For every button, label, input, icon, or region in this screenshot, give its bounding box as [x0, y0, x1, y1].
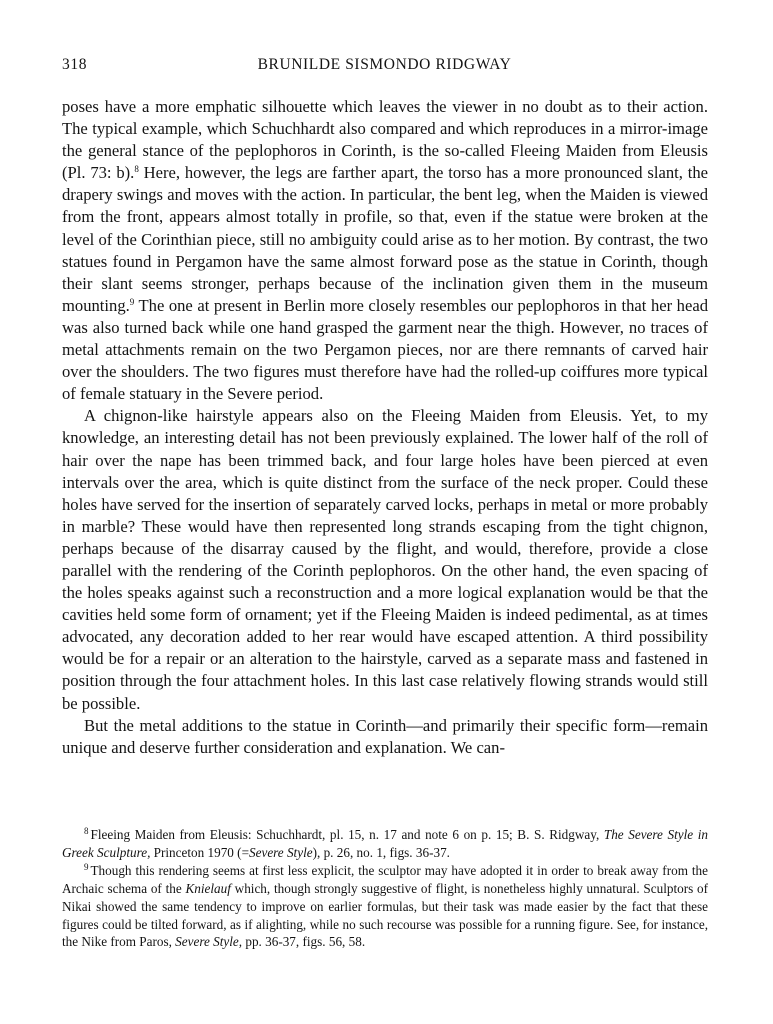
footnote-9-mark: 9	[84, 861, 89, 872]
paragraph-1-part-3: The one at present in Berlin more closely resembles our peplophoros in that her head was also turned back while one hand grasped the garment near the thigh. However, no traces of metal attachments remain on the two Pergamon pieces, nor are there remnants of carved hair over the shoulders. The two figures must therefore have had the rolled-up coiffures more typical of female statuary in the Severe period.	[62, 295, 708, 404]
footnote-ref-8[interactable]: 8	[134, 164, 139, 175]
paragraph-3: But the metal additions to the statue in Corinth—and primarily their specific form—remain unique and deserve further consideration and explanation. We can-	[62, 715, 708, 757]
footnote-9	[62, 862, 708, 952]
footnote-8-abbreviation: Severe Style	[249, 844, 313, 860]
footnote-ref-9[interactable]: 9	[129, 296, 135, 307]
footnote-9-abbreviation: Severe Style,	[175, 934, 243, 950]
footnote-9-text-c: pp. 36-37, figs. 56, 58.	[242, 934, 366, 950]
paragraph-1	[62, 96, 708, 405]
footnote-9-text-b: which, though strongly suggestive of flight, is nonetheless highly unnatural. Sculptors of Nikai showed the same tendency to improve on earlier formulas, but their task was made easier by the fact that these figures could be tilted forward, as if alighting, while no such recourse was possible for a running figure. See, for instance, the Nike from Paros,	[62, 880, 709, 950]
paragraph-1-part-1: poses have a more emphatic silhouette which leaves the viewer in no doubt as to their action. The typical example, which Schuchhardt also compared and which reproduces in a mirror-image the general stance of the peplophoros in Corinth, is the so-called Fleeing Maiden from Eleusis (Pl. 73: b).	[62, 97, 708, 183]
page-number: 318	[62, 56, 88, 73]
footnote-8-text-c: ), p. 26, no. 1, figs. 36-37.	[312, 844, 450, 860]
footnote-8-mark: 8	[84, 826, 89, 836]
footnote-8	[62, 826, 708, 862]
footnote-8-book-title: The Severe Style in Greek Sculpture,	[62, 827, 708, 860]
running-header	[62, 56, 707, 78]
running-head-author: BRUNILDE SISMONDO RIDGWAY	[257, 56, 512, 73]
footnote-9-term: Knielauf	[185, 880, 231, 896]
paragraph-1-part-2: Here, however, the legs are farther apart, the torso has a more pronounced slant, the drapery swings and moves with the action. In particular, the bent leg, when the Maiden is viewed from the front, appears almost totally in profile, so that, even if the statue were broken at the level of the Corinthian piece, still no ambiguity could arise as to her motion. By contrast, the two statues found in Pergamon have the same almost forward pose as the statue in Corinth, though their slant seems stronger, perhaps because of the inclination given them in the museum mounting.	[62, 163, 708, 315]
footnote-8-text-b: Princeton 1970 (=	[150, 844, 250, 860]
footnotes	[62, 826, 708, 951]
footnote-9-text-a: Though this rendering seems at first less explicit, the sculptor may have adopted it in order to break away from the Archaic schema of the	[62, 862, 708, 896]
footnote-8-text-a: Fleeing Maiden from Eleusis: Schuchhardt, pl. 15, n. 17 and note 6 on p. 15; B. S. Ridgway,	[90, 827, 604, 842]
body-text	[62, 96, 708, 759]
paragraph-2: A chignon-like hairstyle appears also on the Fleeing Maiden from Eleusis. Yet, to my knowledge, an interesting detail has not been previously explained. The lower half of the roll of hair over the nape has been trimmed back, and four large holes have been pierced at even intervals over the area, which is quite distinct from the surface of the neck proper. Could these holes have served for the insertion of separately carved locks, perhaps in metal or more probably in marble? These would have then represented long strands escaping from the tight chignon, perhaps because of the disarray caused by the flight, and would, therefore, provide a close parallel with the rendering of the Corinth peplophoros. On the other hand, the even spacing of the holes speaks against such a reconstruction and a more logical explanation would be that the cavities held some form of ornament; yet if the Fleeing Maiden is indeed pedimental, as at times advocated, any decoration added to her rear would have escaped attention. A third possibility would be for a repair or an alteration to the hairstyle, carved as a separate mass and fastened in position through the four attachment holes. In this last case relatively flowing strands would still be possible.	[62, 406, 708, 713]
